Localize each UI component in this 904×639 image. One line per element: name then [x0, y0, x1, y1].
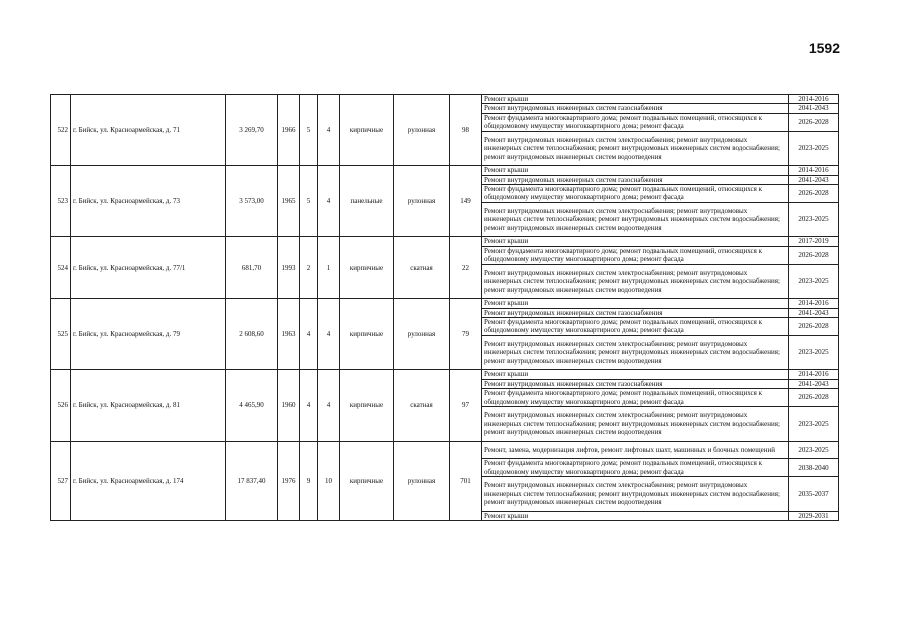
repair-period-cell: 2023-2025: [789, 335, 839, 370]
repair-period-cell: 2029-2031: [789, 511, 839, 520]
house-area-cell: 3 269,70: [226, 95, 278, 166]
house-residents-cell: 22: [450, 237, 482, 299]
repair-period-cell: 2026-2028: [789, 246, 839, 264]
house-entrances-cell: 10: [318, 441, 340, 521]
repair-period-cell: 2023-2025: [789, 264, 839, 299]
house-year-cell: 1960: [278, 370, 300, 441]
repair-period-cell: 2014-2016: [789, 166, 839, 175]
house-area-cell: 17 837,40: [226, 441, 278, 521]
house-roof-cell: рулонная: [394, 441, 450, 521]
repair-period-cell: 2023-2025: [789, 441, 839, 459]
repair-work-cell: Ремонт внутридомовых инженерных систем электроснабжения; ремонт внутридомовых инженерных систем теплоснабжения; ремонт внутридомовых инженерных систем водоснабжения; ремонт внутридомовых инженерных систем водоотведения: [482, 131, 789, 166]
repair-work-cell: Ремонт фундамента многоквартирного дома; ремонт подвальных помещений, относящихся к общедомовому имуществу многоквартирного дома; ремонт фасада: [482, 113, 789, 131]
house-year-cell: 1993: [278, 237, 300, 299]
repair-period-cell: 2023-2025: [789, 131, 839, 166]
table-row: [51, 299, 839, 308]
repair-period-cell: 2017-2019: [789, 237, 839, 246]
house-walls-cell: кирпичные: [340, 370, 394, 441]
house-number-cell: 527: [51, 441, 71, 521]
house-number-cell: 522: [51, 95, 71, 166]
house-residents-cell: 98: [450, 95, 482, 166]
repair-period-cell: 2026-2028: [789, 318, 839, 336]
house-entrances-cell: 4: [318, 166, 340, 237]
repair-work-cell: Ремонт внутридомовых инженерных систем газоснабжения: [482, 379, 789, 388]
house-walls-cell: кирпичные: [340, 237, 394, 299]
table-row: [51, 166, 839, 175]
repair-work-cell: Ремонт, замена, модернизация лифтов, ремонт лифтовых шахт, машинных и блочных помещений: [482, 441, 789, 459]
house-residents-cell: 149: [450, 166, 482, 237]
repair-work-cell: Ремонт внутридомовых инженерных систем электроснабжения; ремонт внутридомовых инженерных систем теплоснабжения; ремонт внутридомовых инженерных систем водоснабжения; ремонт внутридомовых инженерных систем водоотведения: [482, 407, 789, 442]
repair-period-cell: 2023-2025: [789, 407, 839, 442]
house-floors-cell: 5: [300, 95, 318, 166]
repair-work-cell: Ремонт внутридомовых инженерных систем электроснабжения; ремонт внутридомовых инженерных систем теплоснабжения; ремонт внутридомовых инженерных систем водоснабжения; ремонт внутридомовых инженерных систем водоотведения: [482, 202, 789, 237]
repair-work-cell: Ремонт крыши: [482, 511, 789, 520]
repair-work-cell: Ремонт внутридомовых инженерных систем электроснабжения; ремонт внутридомовых инженерных систем теплоснабжения; ремонт внутридомовых инженерных систем водоснабжения; ремонт внутридомовых инженерных систем водоотведения: [482, 477, 789, 512]
house-entrances-cell: 4: [318, 299, 340, 370]
house-area-cell: 3 573,00: [226, 166, 278, 237]
repair-period-cell: 2026-2028: [789, 185, 839, 203]
house-address-cell: г. Бийск, ул. Красноармейская, д. 174: [71, 441, 226, 521]
house-year-cell: 1976: [278, 441, 300, 521]
house-number-cell: 526: [51, 370, 71, 441]
repair-work-cell: Ремонт крыши: [482, 299, 789, 308]
house-walls-cell: панельные: [340, 166, 394, 237]
repair-period-cell: 2023-2025: [789, 202, 839, 237]
house-number-cell: 525: [51, 299, 71, 370]
repair-work-cell: Ремонт внутридомовых инженерных систем газоснабжения: [482, 308, 789, 317]
house-year-cell: 1963: [278, 299, 300, 370]
house-address-cell: г. Бийск, ул. Красноармейская, д. 79: [71, 299, 226, 370]
repair-work-cell: Ремонт внутридомовых инженерных систем газоснабжения: [482, 175, 789, 184]
house-roof-cell: рулонная: [394, 95, 450, 166]
repair-work-cell: Ремонт крыши: [482, 95, 789, 104]
house-roof-cell: рулонная: [394, 166, 450, 237]
house-year-cell: 1966: [278, 95, 300, 166]
house-number-cell: 524: [51, 237, 71, 299]
house-address-cell: г. Бийск, ул. Красноармейская, д. 73: [71, 166, 226, 237]
repair-period-cell: 2026-2028: [789, 113, 839, 131]
house-walls-cell: кирпичные: [340, 95, 394, 166]
repair-period-cell: 2026-2028: [789, 389, 839, 407]
house-entrances-cell: 4: [318, 95, 340, 166]
house-residents-cell: 701: [450, 441, 482, 521]
repair-work-cell: Ремонт фундамента многоквартирного дома; ремонт подвальных помещений, относящихся к общедомовому имуществу многоквартирного дома; ремонт фасада: [482, 185, 789, 203]
house-floors-cell: 4: [300, 370, 318, 441]
house-area-cell: 4 465,90: [226, 370, 278, 441]
repair-period-cell: 2041-2043: [789, 175, 839, 184]
repair-period-cell: 2035-2037: [789, 477, 839, 512]
repair-work-cell: Ремонт внутридомовых инженерных систем электроснабжения; ремонт внутридомовых инженерных систем теплоснабжения; ремонт внутридомовых инженерных систем водоснабжения; ремонт внутридомовых инженерных систем водоотведения: [482, 335, 789, 370]
house-residents-cell: 97: [450, 370, 482, 441]
house-roof-cell: скатная: [394, 370, 450, 441]
house-residents-cell: 79: [450, 299, 482, 370]
repair-period-cell: 2014-2016: [789, 370, 839, 379]
repair-period-cell: 2038-2040: [789, 459, 839, 477]
table-row: [51, 370, 839, 379]
table-row: [51, 237, 839, 246]
house-area-cell: 681,70: [226, 237, 278, 299]
house-year-cell: 1965: [278, 166, 300, 237]
repair-period-cell: 2014-2016: [789, 299, 839, 308]
house-floors-cell: 5: [300, 166, 318, 237]
repair-work-cell: Ремонт фундамента многоквартирного дома; ремонт подвальных помещений, относящихся к общедомовому имуществу многоквартирного дома; ремонт фасада: [482, 246, 789, 264]
house-floors-cell: 2: [300, 237, 318, 299]
house-address-cell: г. Бийск, ул. Красноармейская, д. 71: [71, 95, 226, 166]
house-roof-cell: скатная: [394, 237, 450, 299]
house-address-cell: г. Бийск, ул. Красноармейская, д. 81: [71, 370, 226, 441]
repair-work-cell: Ремонт внутридомовых инженерных систем газоснабжения: [482, 104, 789, 113]
repair-work-cell: Ремонт фундамента многоквартирного дома; ремонт подвальных помещений, относящихся к общедомовому имуществу многоквартирного дома; ремонт фасада: [482, 459, 789, 477]
repair-work-cell: Ремонт фундамента многоквартирного дома; ремонт подвальных помещений, относящихся к общедомовому имуществу многоквартирного дома; ремонт фасада: [482, 389, 789, 407]
house-roof-cell: рулонная: [394, 299, 450, 370]
repair-period-cell: 2041-2043: [789, 104, 839, 113]
house-entrances-cell: 4: [318, 370, 340, 441]
repair-work-cell: Ремонт внутридомовых инженерных систем электроснабжения; ремонт внутридомовых инженерных систем теплоснабжения; ремонт внутридомовых инженерных систем водоснабжения; ремонт внутридомовых инженерных систем водоотведения: [482, 264, 789, 299]
house-number-cell: 523: [51, 166, 71, 237]
house-entrances-cell: 1: [318, 237, 340, 299]
house-address-cell: г. Бийск, ул. Красноармейская, д. 77/1: [71, 237, 226, 299]
table-row: [51, 441, 839, 459]
repair-period-cell: 2041-2043: [789, 308, 839, 317]
page-number: 1592: [808, 40, 840, 56]
repair-period-cell: 2014-2016: [789, 95, 839, 104]
table-row: [51, 95, 839, 104]
repair-work-cell: Ремонт крыши: [482, 237, 789, 246]
repair-work-cell: Ремонт крыши: [482, 166, 789, 175]
repair-period-cell: 2041-2043: [789, 379, 839, 388]
house-walls-cell: кирпичные: [340, 299, 394, 370]
house-walls-cell: кирпичные: [340, 441, 394, 521]
repair-work-cell: Ремонт фундамента многоквартирного дома; ремонт подвальных помещений, относящихся к общедомовому имуществу многоквартирного дома; ремонт фасада: [482, 318, 789, 336]
house-floors-cell: 4: [300, 299, 318, 370]
repair-work-cell: Ремонт крыши: [482, 370, 789, 379]
housing-repair-table: [50, 94, 839, 521]
house-floors-cell: 9: [300, 441, 318, 521]
house-area-cell: 2 608,60: [226, 299, 278, 370]
